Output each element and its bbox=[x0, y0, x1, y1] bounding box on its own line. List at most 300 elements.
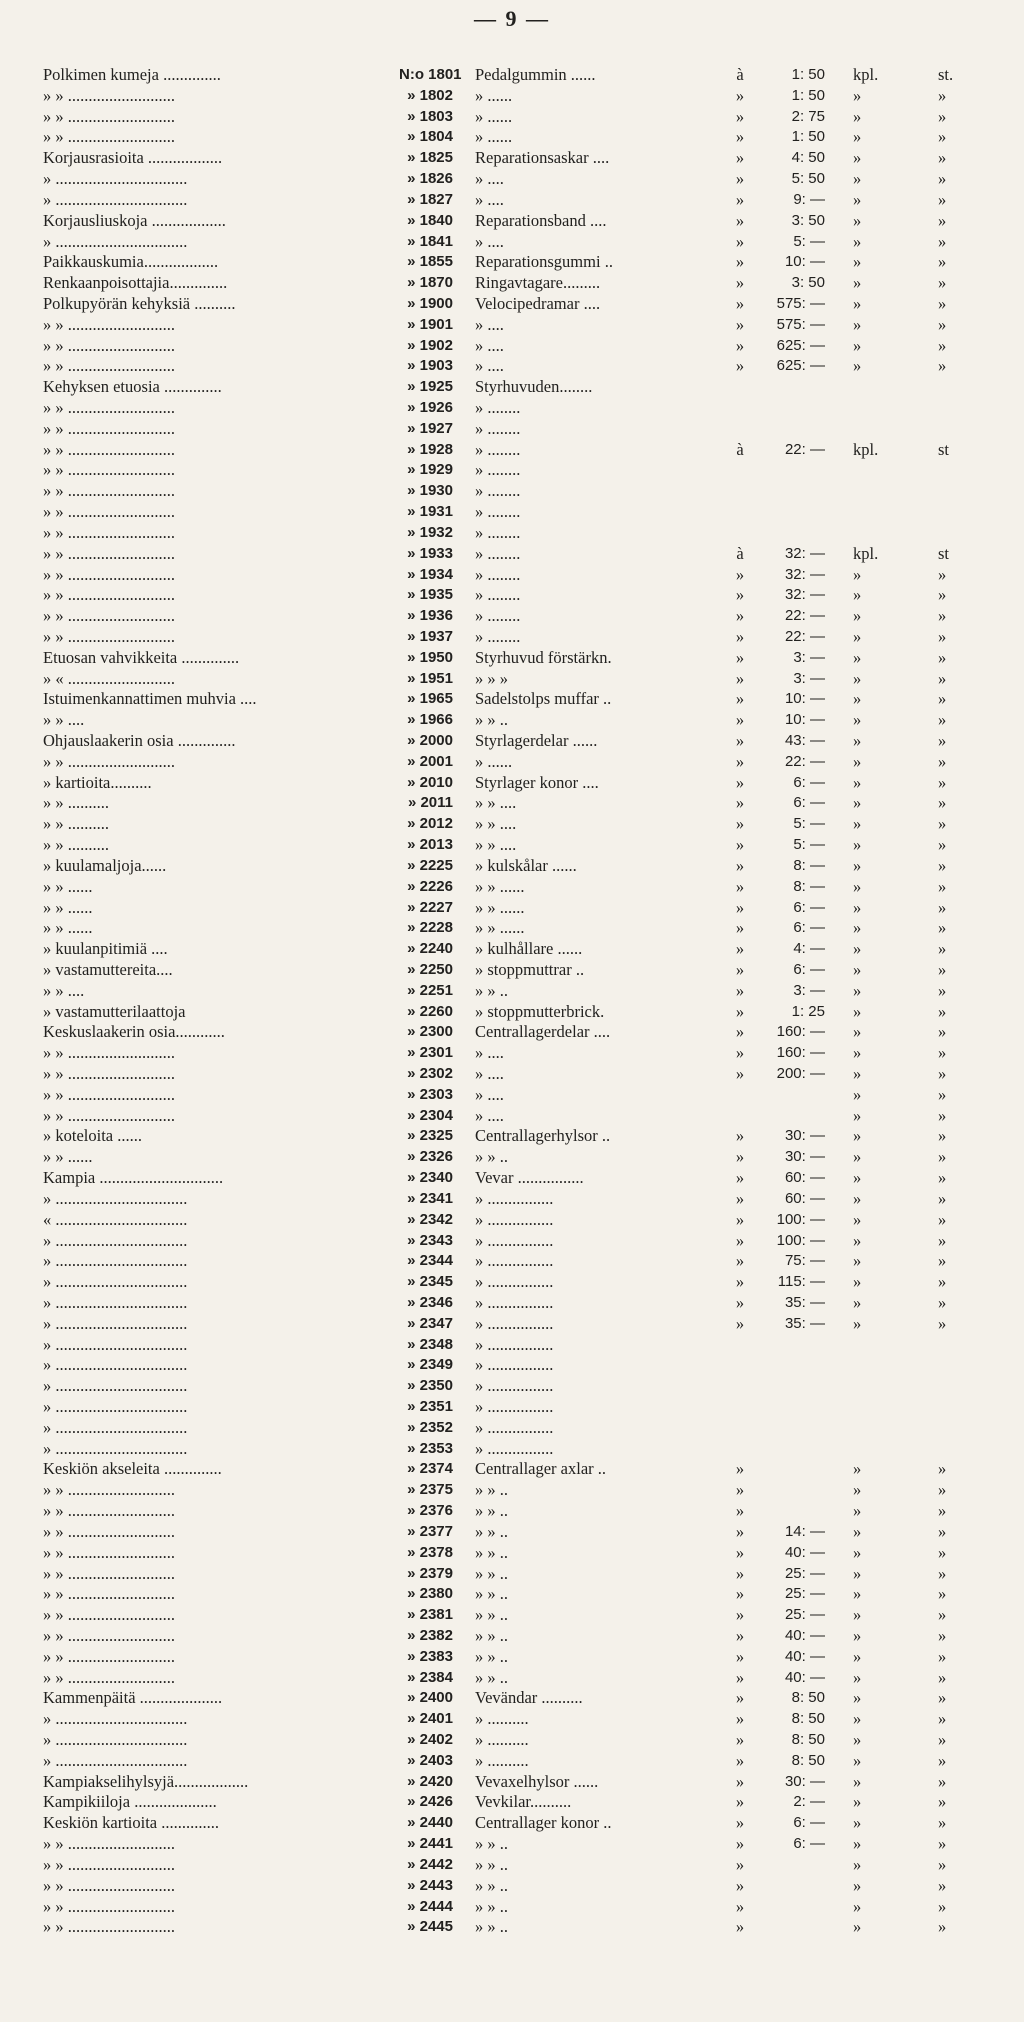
finnish-name: » » .......................... bbox=[43, 1084, 175, 1104]
part-number: » 1902 bbox=[407, 336, 453, 354]
swedish-name: » .... bbox=[475, 1043, 504, 1063]
price: 2: 75 bbox=[791, 107, 825, 125]
price: 6: — bbox=[793, 919, 825, 937]
unit-st: » bbox=[938, 169, 947, 189]
finnish-name: Istuimenkannattimen muhvia .... bbox=[43, 689, 257, 709]
unit-kpl: » bbox=[853, 897, 862, 917]
unit-kpl: » bbox=[853, 980, 862, 1000]
swedish-name: » ...... bbox=[475, 127, 513, 147]
finnish-name: » » .......................... bbox=[43, 502, 175, 522]
catalog-row bbox=[43, 585, 1003, 606]
swedish-name: » » .. bbox=[475, 980, 508, 1000]
catalog-row bbox=[43, 814, 1003, 835]
finnish-name: » » .......................... bbox=[43, 335, 175, 355]
unit-st: » bbox=[938, 189, 947, 209]
swedish-name: Ringavtagare......... bbox=[475, 273, 601, 293]
swedish-name: Centrallager konor .. bbox=[475, 1813, 612, 1833]
part-number: » 2303 bbox=[407, 1085, 453, 1103]
finnish-name: » » .......................... bbox=[43, 1605, 175, 1625]
price-marker: » bbox=[735, 1168, 745, 1188]
swedish-name: » ................ bbox=[475, 1334, 554, 1354]
catalog-row bbox=[43, 939, 1003, 960]
part-number: » 2251 bbox=[407, 981, 453, 999]
unit-st: » bbox=[938, 772, 947, 792]
catalog-row bbox=[43, 877, 1003, 898]
catalog-row bbox=[43, 1813, 1003, 1834]
part-number: » 2228 bbox=[407, 919, 453, 937]
price-marker: » bbox=[735, 959, 745, 979]
finnish-name: » ................................ bbox=[43, 1355, 188, 1375]
unit-kpl: » bbox=[853, 606, 862, 626]
catalog-row bbox=[43, 1064, 1003, 1085]
part-number: » 2011 bbox=[407, 794, 453, 812]
part-number: » 1950 bbox=[407, 648, 453, 666]
unit-kpl: » bbox=[853, 668, 862, 688]
price: 3: 50 bbox=[791, 274, 825, 292]
catalog-row bbox=[43, 1418, 1003, 1439]
price-marker: » bbox=[735, 231, 745, 251]
unit-st: » bbox=[938, 1688, 947, 1708]
catalog-row bbox=[43, 1106, 1003, 1127]
catalog-row bbox=[43, 1668, 1003, 1689]
price-marker: » bbox=[735, 1292, 745, 1312]
unit-st: » bbox=[938, 1625, 947, 1645]
swedish-name: » ........ bbox=[475, 439, 521, 459]
catalog-row bbox=[43, 731, 1003, 752]
unit-kpl: » bbox=[853, 1854, 862, 1874]
price: 8: 50 bbox=[791, 1731, 825, 1748]
finnish-name: » ................................ bbox=[43, 1709, 188, 1729]
unit-kpl: » bbox=[853, 1542, 862, 1562]
swedish-name: » » .. bbox=[475, 1147, 508, 1167]
part-number: » 2382 bbox=[407, 1626, 453, 1644]
part-number: » 1951 bbox=[407, 669, 453, 687]
unit-st: » bbox=[938, 1792, 947, 1812]
catalog-row bbox=[43, 1709, 1003, 1730]
finnish-name: » » .......... bbox=[43, 793, 109, 813]
part-number: » 2402 bbox=[407, 1731, 453, 1748]
finnish-name: » ................................ bbox=[43, 1417, 188, 1437]
finnish-name: » » .......................... bbox=[43, 1667, 175, 1687]
finnish-name: » ................................ bbox=[43, 1397, 188, 1416]
price-marker: » bbox=[735, 1875, 745, 1895]
unit-kpl: » bbox=[853, 772, 862, 792]
unit-kpl: » bbox=[853, 835, 862, 855]
unit-st: » bbox=[938, 1771, 947, 1791]
unit-st: » bbox=[938, 1605, 947, 1625]
price-marker: » bbox=[735, 1147, 745, 1167]
part-number: » 2227 bbox=[407, 898, 453, 916]
finnish-name: « ................................ bbox=[43, 1209, 188, 1229]
swedish-name: » .... bbox=[475, 1105, 504, 1125]
price: 8: — bbox=[793, 856, 825, 874]
finnish-name: » ................................ bbox=[43, 231, 188, 251]
part-number: N:o 1801 bbox=[399, 66, 462, 83]
price-marker: » bbox=[735, 689, 745, 709]
unit-st: st bbox=[938, 543, 950, 563]
unit-st: » bbox=[938, 314, 947, 334]
swedish-name: » » ...... bbox=[475, 876, 525, 896]
price: 6: — bbox=[793, 898, 825, 916]
price: 1: 50 bbox=[791, 86, 825, 104]
finnish-name: » ................................ bbox=[43, 189, 188, 209]
finnish-name: » » .......... bbox=[43, 814, 109, 834]
price-marker: » bbox=[735, 1834, 745, 1854]
finnish-name: » » .......................... bbox=[43, 460, 175, 480]
catalog-row bbox=[43, 65, 1003, 86]
price-marker: » bbox=[735, 1521, 745, 1541]
unit-kpl: » bbox=[853, 1105, 862, 1125]
unit-st: » bbox=[938, 1813, 947, 1833]
unit-kpl: kpl. bbox=[853, 65, 879, 84]
unit-kpl: » bbox=[853, 585, 862, 605]
catalog-row bbox=[43, 523, 1003, 544]
unit-st: » bbox=[938, 793, 947, 813]
swedish-name: » » .... bbox=[475, 793, 517, 813]
catalog-row bbox=[43, 440, 1003, 461]
catalog-row bbox=[43, 1085, 1003, 1106]
swedish-name: » » .. bbox=[475, 1501, 508, 1521]
catalog-row bbox=[43, 1876, 1003, 1897]
finnish-name: » kartioita.......... bbox=[43, 772, 152, 792]
part-number: » 2302 bbox=[407, 1065, 453, 1082]
price-marker: » bbox=[735, 106, 745, 126]
part-number: » 2383 bbox=[407, 1647, 453, 1665]
finnish-name: Kehyksen etuosia .............. bbox=[43, 377, 222, 397]
finnish-name: » » .... bbox=[43, 710, 85, 730]
price: 2: — bbox=[793, 1793, 825, 1811]
price: 100: — bbox=[776, 1210, 825, 1228]
swedish-name: » .... bbox=[475, 231, 504, 251]
swedish-name: » ........ bbox=[475, 502, 521, 522]
swedish-name: » » .. bbox=[475, 1625, 508, 1645]
part-number: » 2378 bbox=[407, 1543, 453, 1561]
price-marker: » bbox=[735, 626, 745, 646]
finnish-name: » ................................ bbox=[43, 1230, 188, 1250]
finnish-name: Ohjauslaakerin osia .............. bbox=[43, 731, 236, 750]
part-number: » 2344 bbox=[407, 1252, 453, 1270]
finnish-name: Polkupyörän kehyksiä .......... bbox=[43, 293, 236, 313]
catalog-row bbox=[43, 565, 1003, 586]
swedish-name: » » .. bbox=[475, 710, 508, 730]
part-number: » 2225 bbox=[407, 856, 453, 874]
part-number: » 1934 bbox=[407, 565, 453, 583]
price: 32: — bbox=[784, 586, 825, 604]
price-marker: » bbox=[735, 1188, 745, 1208]
finnish-name: » ................................ bbox=[43, 1292, 188, 1312]
part-number: » 1930 bbox=[407, 482, 453, 500]
unit-st: » bbox=[938, 1188, 947, 1208]
finnish-name: Korjausliuskoja .................. bbox=[43, 210, 226, 230]
unit-st: » bbox=[938, 835, 947, 855]
finnish-name: Etuosan vahvikkeita .............. bbox=[43, 647, 240, 667]
part-number: » 1826 bbox=[407, 170, 453, 188]
swedish-name: » ................ bbox=[475, 1272, 554, 1292]
price-marker: » bbox=[735, 647, 745, 667]
part-number: » 2401 bbox=[407, 1710, 453, 1728]
unit-kpl: » bbox=[853, 314, 862, 334]
part-number: » 2343 bbox=[407, 1231, 453, 1249]
unit-kpl: » bbox=[853, 1313, 862, 1333]
swedish-name: » ................ bbox=[475, 1230, 554, 1250]
part-number: » 2374 bbox=[407, 1460, 453, 1478]
swedish-name: » ........ bbox=[475, 418, 521, 438]
unit-kpl: » bbox=[853, 106, 862, 126]
unit-kpl: » bbox=[853, 273, 862, 293]
catalog-row bbox=[43, 1564, 1003, 1585]
unit-kpl: » bbox=[853, 1563, 862, 1583]
catalog-row bbox=[43, 1584, 1003, 1605]
unit-st: » bbox=[938, 1834, 947, 1854]
finnish-name: » » .......................... bbox=[43, 1542, 175, 1562]
catalog-row bbox=[43, 1126, 1003, 1147]
unit-st: » bbox=[938, 1875, 947, 1895]
price: 14: — bbox=[784, 1522, 825, 1540]
finnish-name: » » .......................... bbox=[43, 439, 175, 459]
unit-kpl: » bbox=[853, 1043, 862, 1063]
unit-st: » bbox=[938, 585, 947, 605]
unit-kpl: » bbox=[853, 1064, 862, 1083]
unit-kpl: » bbox=[853, 751, 862, 771]
catalog-row bbox=[43, 1439, 1003, 1460]
swedish-name: Vevändar .......... bbox=[475, 1688, 583, 1708]
catalog-row bbox=[43, 1022, 1003, 1043]
price-marker: » bbox=[735, 1064, 745, 1083]
price: 9: — bbox=[793, 190, 825, 208]
part-number: » 2260 bbox=[407, 1002, 453, 1020]
catalog-row bbox=[43, 211, 1003, 232]
price: 22: — bbox=[784, 440, 825, 458]
catalog-row bbox=[43, 127, 1003, 148]
swedish-name: Styrlager konor .... bbox=[475, 772, 599, 792]
unit-kpl: » bbox=[853, 1168, 862, 1188]
catalog-row bbox=[43, 1314, 1003, 1335]
part-number: » 1870 bbox=[407, 274, 453, 292]
price: 43: — bbox=[784, 732, 825, 749]
unit-st: st. bbox=[938, 65, 954, 84]
price-marker: » bbox=[735, 1542, 745, 1562]
unit-st: » bbox=[938, 1230, 947, 1250]
finnish-name: » » .......................... bbox=[43, 751, 175, 771]
finnish-name: » ................................ bbox=[43, 1750, 188, 1770]
catalog-row bbox=[43, 1397, 1003, 1418]
unit-kpl: » bbox=[853, 1126, 862, 1146]
swedish-name: » ...... bbox=[475, 85, 513, 105]
swedish-name: » » .. bbox=[475, 1854, 508, 1874]
swedish-name: » .... bbox=[475, 169, 504, 189]
unit-kpl: » bbox=[853, 189, 862, 209]
catalog-row bbox=[43, 960, 1003, 981]
catalog-row bbox=[43, 1792, 1003, 1813]
price: 4: 50 bbox=[791, 149, 825, 167]
price-marker: » bbox=[735, 1625, 745, 1645]
price-marker: » bbox=[735, 85, 745, 105]
unit-st: » bbox=[938, 356, 947, 376]
finnish-name: » » .......................... bbox=[43, 398, 175, 417]
unit-st: » bbox=[938, 647, 947, 667]
swedish-name: » kulhållare ...... bbox=[475, 939, 583, 959]
swedish-name: » ........ bbox=[475, 606, 521, 626]
unit-st: » bbox=[938, 1709, 947, 1729]
price-marker: » bbox=[735, 793, 745, 813]
price-marker: » bbox=[735, 855, 745, 875]
catalog-row bbox=[43, 107, 1003, 128]
finnish-name: » » .......................... bbox=[43, 626, 175, 646]
finnish-name: » » ...... bbox=[43, 1147, 93, 1167]
unit-st: » bbox=[938, 1501, 947, 1521]
price: 30: — bbox=[784, 1772, 825, 1790]
finnish-name: » » .... bbox=[43, 980, 85, 1000]
price-marker: » bbox=[735, 1501, 745, 1521]
price-marker: » bbox=[735, 273, 745, 293]
unit-st: » bbox=[938, 1313, 947, 1333]
unit-st: » bbox=[938, 1917, 947, 1937]
unit-kpl: » bbox=[853, 293, 862, 313]
swedish-name: » » .. bbox=[475, 1896, 508, 1916]
swedish-name: » » .. bbox=[475, 1584, 508, 1604]
swedish-name: » » » bbox=[475, 668, 508, 688]
unit-st: » bbox=[938, 106, 947, 126]
unit-kpl: » bbox=[853, 252, 862, 272]
unit-st: » bbox=[938, 1854, 947, 1874]
price: 575: — bbox=[776, 294, 825, 312]
swedish-name: » » .. bbox=[475, 1521, 508, 1541]
swedish-name: » » .... bbox=[475, 835, 517, 855]
unit-st: » bbox=[938, 1272, 947, 1292]
part-number: » 2326 bbox=[407, 1148, 453, 1166]
price: 625: — bbox=[776, 357, 825, 375]
catalog-row bbox=[43, 1147, 1003, 1168]
price-marker: » bbox=[735, 835, 745, 855]
finnish-name: » » .......................... bbox=[43, 356, 175, 376]
price: 8: 50 bbox=[791, 1689, 825, 1707]
unit-kpl: » bbox=[853, 1667, 862, 1687]
unit-st: » bbox=[938, 939, 947, 959]
catalog-row bbox=[43, 710, 1003, 731]
unit-kpl: » bbox=[853, 1584, 862, 1604]
part-number: » 2352 bbox=[407, 1418, 453, 1436]
price: 575: — bbox=[776, 315, 825, 333]
price: 3: — bbox=[793, 648, 825, 666]
price: 625: — bbox=[776, 336, 825, 354]
swedish-name: Centrallager axlar .. bbox=[475, 1459, 607, 1479]
swedish-name: » » .. bbox=[475, 1667, 508, 1687]
price: 3: — bbox=[793, 669, 825, 687]
swedish-name: » .......... bbox=[475, 1709, 529, 1729]
unit-st: » bbox=[938, 1646, 947, 1666]
price: 75: — bbox=[784, 1252, 825, 1270]
catalog-row bbox=[43, 148, 1003, 169]
swedish-name: » ................ bbox=[475, 1438, 554, 1458]
price: 6: — bbox=[793, 773, 825, 791]
unit-st: » bbox=[938, 210, 947, 230]
unit-st: » bbox=[938, 85, 947, 105]
unit-kpl: » bbox=[853, 731, 862, 750]
part-number: » 2443 bbox=[407, 1876, 453, 1894]
catalog-row bbox=[43, 294, 1003, 315]
price-marker: » bbox=[735, 210, 745, 230]
price: 22: — bbox=[784, 627, 825, 645]
price: 60: — bbox=[784, 1189, 825, 1207]
catalog-row bbox=[43, 544, 1003, 565]
unit-kpl: » bbox=[853, 1792, 862, 1812]
unit-kpl: » bbox=[853, 210, 862, 230]
unit-st: » bbox=[938, 1480, 947, 1500]
price: 1: 50 bbox=[791, 66, 825, 83]
finnish-name: » » .......................... bbox=[43, 1854, 175, 1874]
catalog-row bbox=[43, 773, 1003, 794]
finnish-name: » » .......................... bbox=[43, 1834, 175, 1854]
unit-kpl: » bbox=[853, 1501, 862, 1521]
part-number: » 2376 bbox=[407, 1502, 453, 1520]
price: 22: — bbox=[784, 752, 825, 770]
catalog-row bbox=[43, 1626, 1003, 1647]
unit-st: » bbox=[938, 293, 947, 313]
price-marker: » bbox=[735, 1584, 745, 1604]
unit-st: » bbox=[938, 1667, 947, 1687]
finnish-name: » » .......................... bbox=[43, 543, 175, 563]
price-marker: » bbox=[735, 980, 745, 1000]
price-marker: » bbox=[735, 1813, 745, 1833]
finnish-name: » » .......................... bbox=[43, 1896, 175, 1916]
price: 5: — bbox=[793, 836, 825, 854]
catalog-row bbox=[43, 856, 1003, 877]
unit-kpl: » bbox=[853, 1730, 862, 1749]
unit-st: » bbox=[938, 127, 947, 147]
unit-st: » bbox=[938, 1563, 947, 1583]
swedish-name: Vevkilar.......... bbox=[475, 1792, 572, 1812]
finnish-name: » vastamutterilaattoja bbox=[43, 1001, 186, 1021]
price: 8: 50 bbox=[791, 1710, 825, 1728]
part-number: » 1927 bbox=[407, 419, 453, 437]
price-marker: » bbox=[735, 1667, 745, 1687]
finnish-name: » » ...... bbox=[43, 876, 93, 896]
price: 10: — bbox=[784, 690, 825, 708]
finnish-name: Keskuslaakerin osia............ bbox=[43, 1022, 225, 1042]
catalog-row bbox=[43, 1730, 1003, 1751]
catalog-row bbox=[43, 336, 1003, 357]
price-marker: » bbox=[735, 1709, 745, 1729]
unit-st: » bbox=[938, 1251, 947, 1271]
price: 5: 50 bbox=[791, 170, 825, 188]
unit-st: » bbox=[938, 668, 947, 688]
swedish-name: » ................ bbox=[475, 1376, 554, 1396]
unit-kpl: » bbox=[853, 1875, 862, 1895]
swedish-name: » stoppmuttrar .. bbox=[475, 959, 585, 979]
price: 40: — bbox=[784, 1668, 825, 1686]
price-marker: à bbox=[736, 65, 744, 84]
swedish-name: Pedalgummin ...... bbox=[475, 65, 596, 84]
unit-kpl: » bbox=[853, 169, 862, 189]
unit-kpl: » bbox=[853, 1646, 862, 1666]
finnish-name: » ................................ bbox=[43, 1376, 188, 1396]
finnish-name: » » .......................... bbox=[43, 1875, 175, 1895]
part-number: » 1841 bbox=[407, 232, 453, 250]
finnish-name: Keskiön akseleita .............. bbox=[43, 1459, 222, 1479]
finnish-name: » » .......................... bbox=[43, 314, 175, 334]
catalog-row bbox=[43, 1688, 1003, 1709]
price: 25: — bbox=[784, 1564, 825, 1582]
finnish-name: » » .......................... bbox=[43, 1064, 175, 1083]
swedish-name: » » .. bbox=[475, 1646, 508, 1666]
unit-st: » bbox=[938, 876, 947, 896]
finnish-name: » » .......................... bbox=[43, 564, 175, 584]
unit-st: st bbox=[938, 439, 950, 459]
unit-st: » bbox=[938, 814, 947, 834]
unit-st: » bbox=[938, 710, 947, 730]
unit-st: » bbox=[938, 1168, 947, 1188]
part-number: » 2380 bbox=[407, 1585, 453, 1603]
